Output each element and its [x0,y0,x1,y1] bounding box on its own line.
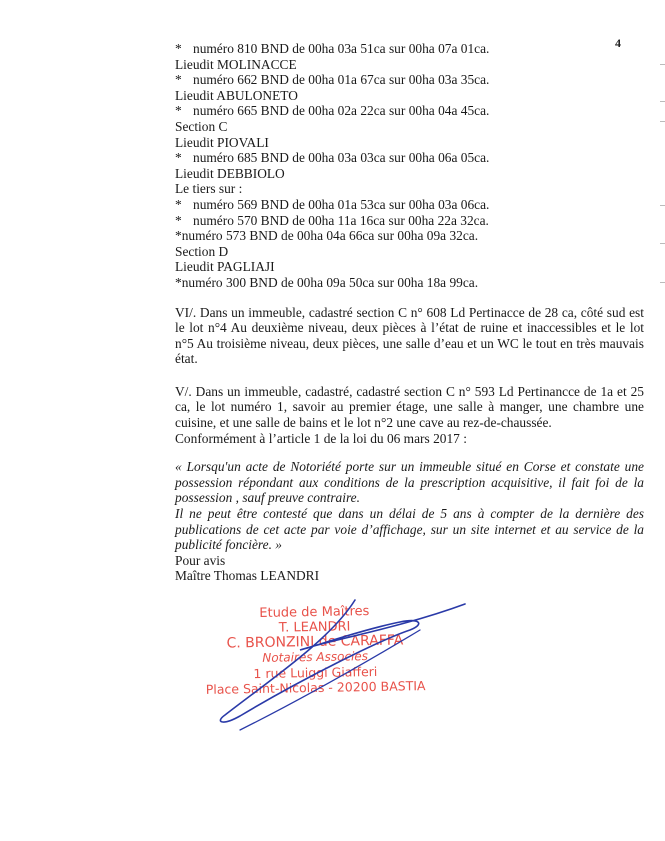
pour-avis: Pour avis [175,552,226,568]
bullet-star: * [175,196,182,212]
scan-edge-mark [660,205,665,206]
lieudit-heading: Lieudit MOLINACCE [175,56,297,72]
bullet-star: * [175,72,182,88]
parcel-item: * numéro 665 BND de 00ha 02a 22ca sur 00ha 04a 45ca. [175,103,490,119]
signatory-name: Maître Thomas LEANDRI [175,568,320,584]
bullet-star: * [175,41,182,56]
stamp-line: T. LEANDRI [278,619,351,636]
document-body [175,41,644,584]
scan-edge-mark [660,282,665,283]
scan-edge-mark [660,64,665,65]
parcel-item: * numéro 662 BND de 00ha 01a 67ca sur 00ha 03a 35ca. [175,72,490,88]
stamp-line: Etude de Maîtres [259,604,370,621]
bullet-star: * [175,212,182,228]
bullet-star: * [175,103,182,119]
stamp-line: Notaires Associés [262,649,369,665]
scan-edge-mark [660,101,665,102]
lieudit-heading: Lieudit PIOVALI [175,134,269,150]
paragraph-v: V/. Dans un immeuble, cadastré, cadastré section C n° 593 Ld Pertinancce de 1a et 25 ca, le lot numéro 1, savoir au premier étage, une salle à manger, une chambre une cuisine, et une salle de bains et le lot n°2 une cave au rez-de-chaussée. [175,383,644,431]
scan-edge-mark [660,243,665,244]
law-quote-1: « Lorsqu'un acte de Notoriété porte sur un immeuble situé en Corse et constate une possession répondant aux conditions de la prescription acquisitive, il fait foi de la possession , sauf preuve contraire. [175,459,644,506]
notary-stamp [204,603,426,697]
parcel-item: * numéro 569 BND de 00ha 01a 53ca sur 00ha 03a 06ca. [175,196,490,212]
tiers-heading: Le tiers sur : [175,181,243,197]
law-quote-2: Il ne peut être contesté que dans un délai de 5 ans à compter de la dernière des publications de cet acte par voie d’affichage, sur un site internet et au service de la publicité foncière. » [175,506,644,553]
lieudit-heading: Lieudit ABULONETO [175,87,298,103]
parcel-item: *numéro 573 BND de 00ha 04a 66ca sur 00ha 09a 32ca. [175,228,479,244]
parcel-list [175,41,644,291]
paragraph-vi: VI/. Dans un immeuble, cadastré section C n° 608 Ld Pertinacce de 28 ca, côté sud est le lot n°4 Au deuxième niveau, deux pièces à l’état de ruine et inaccessibles et le lot n°5 Au troisième niveau, deux pièces, une salle d’eau et un WC le tout en très mauvais état. [175,304,644,367]
lieudit-heading: Lieudit PAGLIAJI [175,259,275,275]
bullet-star: * [175,150,182,166]
stamp-line: 1 rue Luiggi Giafferi [253,663,378,682]
stamp-line: Place Saint-Nicolas - 20200 BASTIA [205,678,426,697]
parcel-item: * numéro 810 BND de 00ha 03a 51ca sur 00ha 07a 01ca. [175,41,490,56]
legal-reference: Conformément à l’article 1 de la loi du 06 mars 2017 : [175,430,467,446]
parcel-item: * numéro 685 BND de 00ha 03a 03ca sur 00ha 06a 05ca. [175,150,490,166]
lieudit-heading: Lieudit DEBBIOLO [175,165,285,181]
section-heading: Section D [175,243,229,259]
page-number: 4 [615,36,621,50]
parcel-item: * numéro 570 BND de 00ha 11a 16ca sur 00ha 22a 32ca. [175,212,489,228]
section-heading: Section C [175,118,228,134]
scan-edge-mark [660,121,665,122]
stamp-line: C. BRONZINI de CARAFFA [226,632,404,652]
parcel-item: *numéro 300 BND de 00ha 09a 50ca sur 00ha 18a 99ca. [175,274,479,290]
